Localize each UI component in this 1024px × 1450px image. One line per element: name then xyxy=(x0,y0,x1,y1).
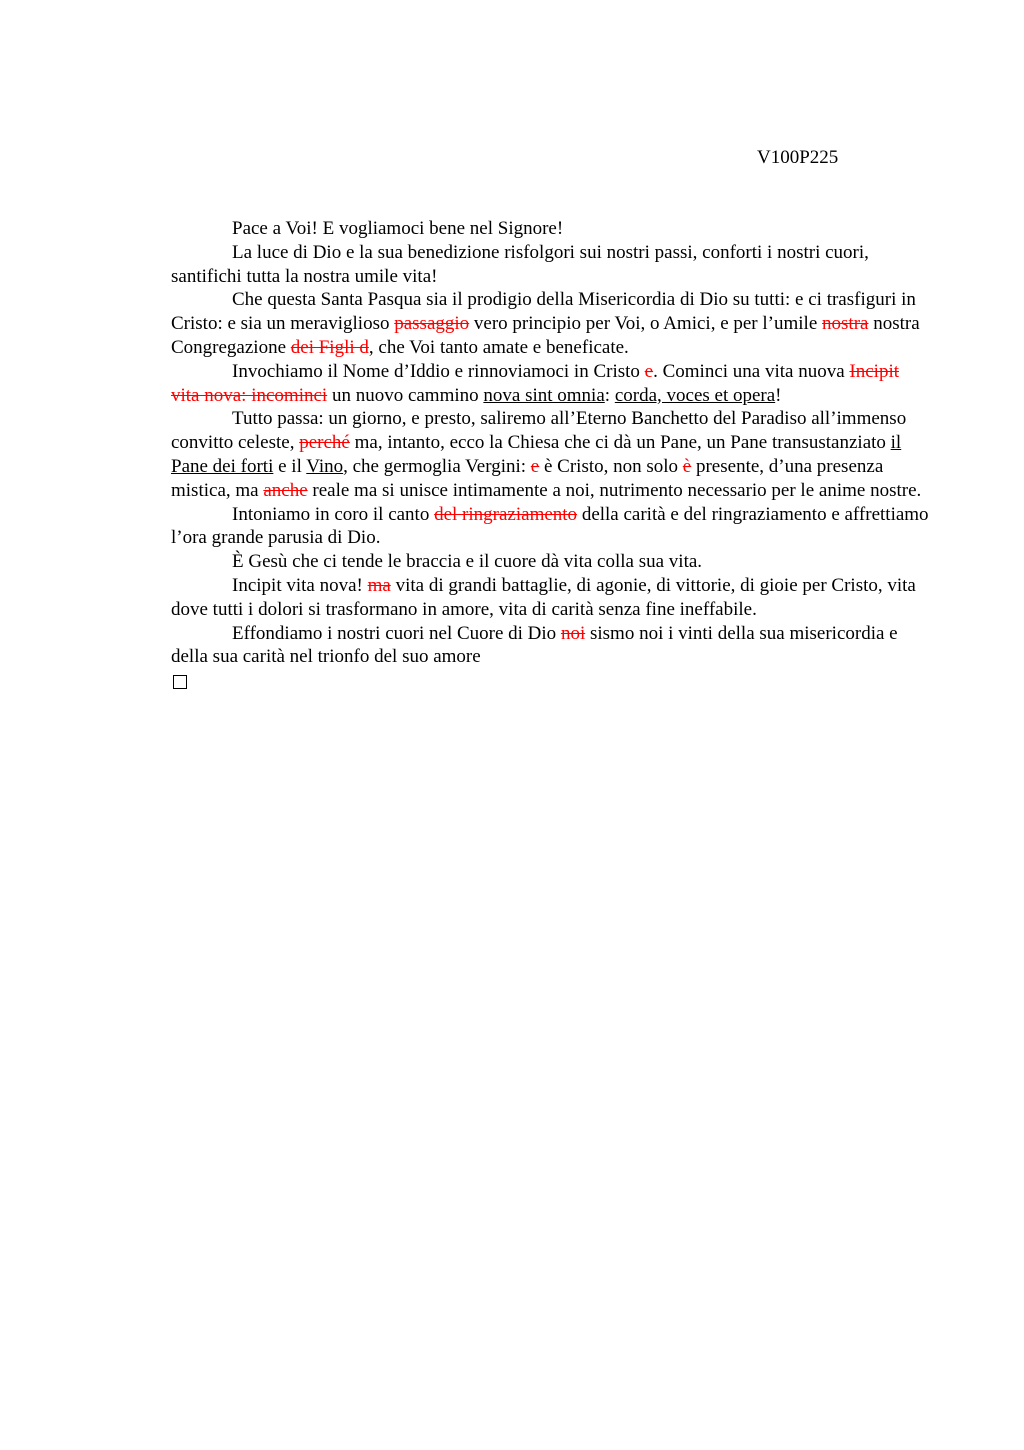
empty-square-icon xyxy=(173,675,187,689)
deleted-text: passaggio xyxy=(394,313,470,335)
deleted-text: e xyxy=(530,455,540,477)
paragraph xyxy=(171,360,931,408)
underlined-text: nova sint omnia xyxy=(483,384,605,406)
paragraph xyxy=(171,407,931,502)
text-run: Effondiamo i nostri cuori nel Cuore di Dio xyxy=(232,622,561,644)
text-run: Incipit vita nova! xyxy=(232,574,368,596)
text-run: . Cominci una vita nuova xyxy=(653,360,850,382)
text-run: Che questa Santa Pasqua sia il prodigio della Misericordia di Dio su tutti: e ci trasfiguri in Cristo: e sia un meraviglioso xyxy=(171,289,916,335)
text-run: un nuovo cammino xyxy=(327,384,484,406)
text-run: nostra Congregazione xyxy=(171,313,920,358)
text-run: sismo noi i vinti della sua misericordia e della sua carità nel trionfo del suo amore xyxy=(171,622,898,668)
paragraph xyxy=(171,288,931,359)
text-run: : xyxy=(604,384,615,406)
deleted-text: ma xyxy=(367,574,391,596)
text-run: ma, intanto, ecco la Chiesa che ci dà un Pane, un Pane transustanziato xyxy=(349,432,891,454)
text-run: Pace a Voi! E vogliamoci bene nel Signore! xyxy=(232,218,564,239)
underlined-text: il Pane dei forti xyxy=(171,432,902,477)
underlined-text: Vino xyxy=(306,455,344,477)
text-run: e il xyxy=(273,455,307,477)
paragraph xyxy=(171,217,931,241)
deleted-text: e xyxy=(644,360,654,382)
text-run: , che Voi tanto amate e beneficate. xyxy=(368,336,629,358)
page-reference: V100P225 xyxy=(757,147,839,168)
underlined-text: corda, voces et opera xyxy=(614,384,776,406)
text-run: vero principio per Voi, o Amici, e per l’umile xyxy=(469,313,823,335)
deleted-text: del ringraziamento xyxy=(434,503,578,525)
text-run: reale ma si unisce intimamente a noi, nutrimento necessario per le anime nostre. xyxy=(307,479,922,501)
text-run: è Cristo, non solo xyxy=(539,455,683,477)
paragraph xyxy=(171,622,931,670)
deleted-text: dei Figli d xyxy=(290,336,369,358)
paragraph xyxy=(171,550,931,574)
paragraph xyxy=(171,503,931,551)
deleted-text: è xyxy=(682,455,692,477)
paragraph xyxy=(171,574,931,622)
text-run: La luce di Dio e la sua benedizione risfolgori sui nostri passi, conforti i nostri cuori, santifichi tutta la nostra umile vita! xyxy=(171,241,869,287)
document-body xyxy=(171,217,931,689)
deleted-text: perché xyxy=(299,432,350,454)
deleted-text: nostra xyxy=(822,313,869,335)
text-run: presente, d’una presenza mistica, ma xyxy=(171,455,884,501)
deleted-text: Incipit vita nova: incominci xyxy=(171,360,900,406)
text-run: vita di grandi battaglie, di agonie, di vittorie, di gioie per Cristo, vita dove tutti i dolori si trasformano in amore, vita di carità senza fine ineffabile. xyxy=(171,574,916,620)
deleted-text: anche xyxy=(263,479,308,501)
deleted-text: noi xyxy=(560,622,586,644)
paragraph xyxy=(171,241,931,289)
text-run: Intoniamo in coro il canto xyxy=(232,503,435,525)
text-run: È Gesù che ci tende le braccia e il cuore dà vita colla sua vita. xyxy=(232,551,703,573)
text-run: ! xyxy=(775,384,782,406)
text-run: Tutto passa: un giorno, e presto, saliremo all’Eterno Banchetto del Paradiso all’immenso convitto celeste, xyxy=(171,408,907,454)
text-run: Invochiamo il Nome d’Iddio e rinnoviamoci in Cristo xyxy=(232,360,645,382)
text-run: della carità e del ringraziamento e affrettiamo l’ora grande parusia di Dio. xyxy=(171,503,929,549)
text-run: , che germoglia Vergini: xyxy=(343,455,531,477)
